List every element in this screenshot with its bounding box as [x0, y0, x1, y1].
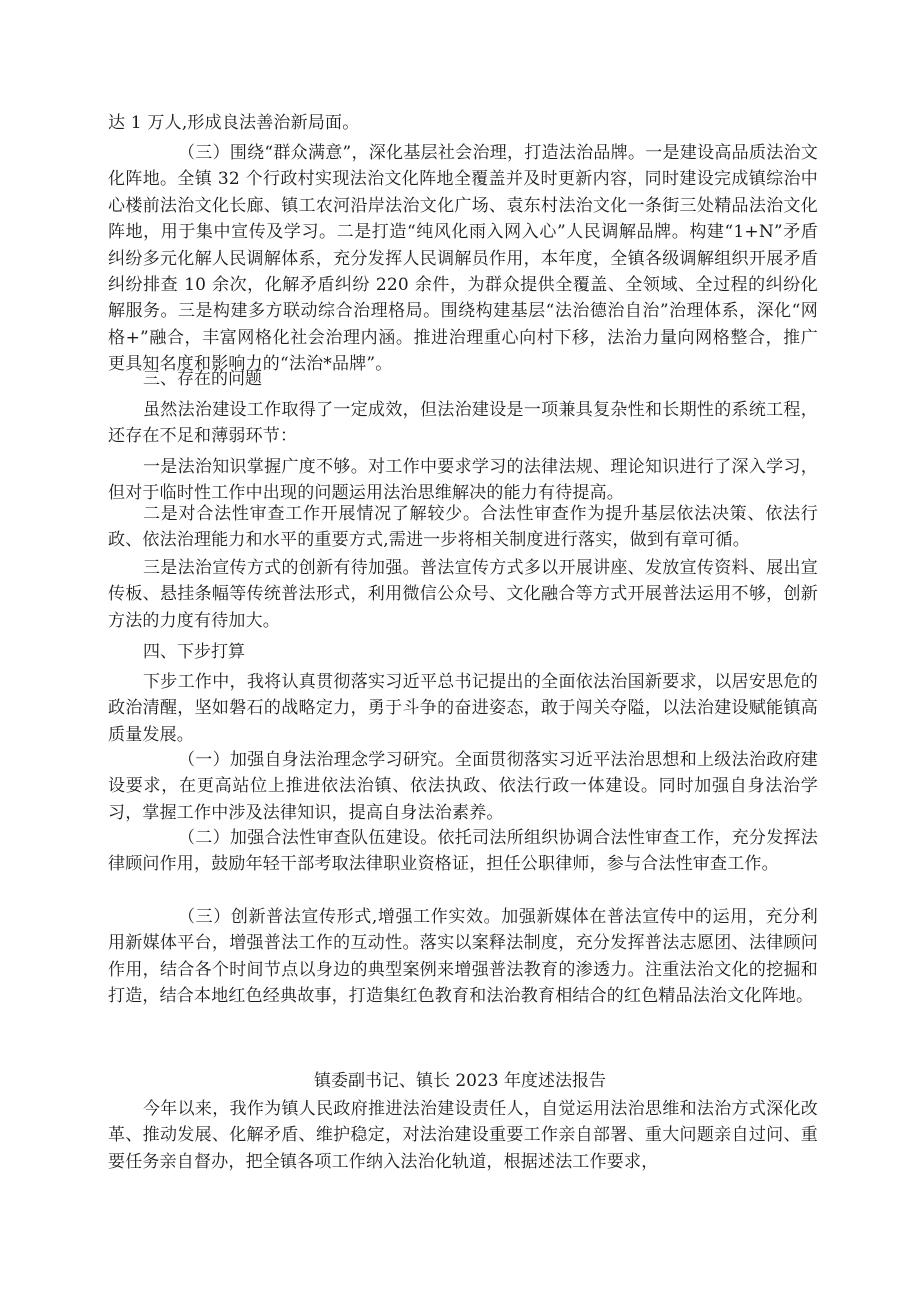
paragraph: 一是法治知识掌握广度不够。对工作中要求学习的法律法规、理论知识进行了深入学习，但对于临时性工作中出现的问题运用法治思维解决的能力有待提高。 [108, 457, 818, 504]
paragraph: （一）加强自身法治理念学习研究。全面贯彻落实习近平法治思想和上级法治政府建设要求，在更高站位上推进依法治镇、依法执政、依法行政一体建设。同时加强自身法治学习，掌握工作中涉及法律知识，提高自身法治素养。 [108, 750, 818, 823]
paragraph: 下步工作中，我将认真贯彻落实习近平总书记提出的全面依法治国新要求，以居安思危的政治清醒，坚如磐石的战略定力，勇于斗争的奋进姿态，敢于闯关夺隘，以法治建设赋能镇高质量发展。 [108, 672, 818, 745]
paragraph: 二是对合法性审查工作开展情况了解较少。合法性审查作为提升基层依法决策、依法行政、依法治理能力和水平的重要方式,需进一步将相关制度进行落实，做到有章可循。 [108, 504, 818, 551]
paragraph: 今年以来，我作为镇人民政府推进法治建设责任人，自觉运用法治思维和法治方式深化改革、推动发展、化解矛盾、维护稳定，对法治建设重要工作亲自部署、重大问题亲自过问、重要任务亲自督办，把全镇各项工作纳入法治化轨道，根据述法工作要求， [108, 1099, 818, 1172]
report-title: 镇委副书记、镇长 2023 年度述法报告 [313, 1071, 607, 1091]
section-heading: 四、下步打算 [143, 642, 245, 662]
paragraph: 虽然法治建设工作取得了一定成效，但法治建设是一项兼具复杂性和长期性的系统工程，还存在不足和薄弱环节： [108, 400, 818, 447]
section-heading: 三、存在的问题 [143, 369, 262, 389]
paragraph: （二）加强合法性审查队伍建设。依托司法所组织协调合法性审查工作，充分发挥法律顾问作用，鼓励年轻干部考取法律职业资格证，担任公职律师，参与合法性审查工作。 [108, 828, 818, 875]
paragraph: （三）围绕“群众满意”，深化基层社会治理，打造法治品牌。一是建设高品质法治文化阵地。全镇 32 个行政村实现法治文化阵地全覆盖并及时更新内容，同时建设完成镇综治中心楼前法治文化长廊、镇工农河沿岸法治文化广场、袁东村法治文化一条街三处精品法治文化阵地，用于集中宣传及学习。二是打造“纯风化雨入网入心”人民调解品牌。构建“1+N”矛盾纠纷多元化解人民调解体系，充分发挥人民调解员作用，本年度，全镇各级调解组织开展矛盾纠纷排查 10 余次，化解矛盾纠纷 220 余件，为群众提供全覆盖、全领域、全过程的纠纷化解服务。三是构建多方联动综合治理格局。围绕构建基层“法治德治自治”治理体系，深化“网格+”融合，丰富网格化社会治理内涵。推进治理重心向村下移，法治力量向网格整合，推广更具知名度和影响力的“法治*品牌”。 [108, 143, 818, 375]
paragraph: （三）创新普法宣传形式,增强工作实效。加强新媒体在普法宣传中的运用，充分利用新媒体平台，增强普法工作的互动性。落实以案释法制度，充分发挥普法志愿团、法律顾问作用，结合各个时间节点以身边的典型案例来增强普法教育的渗透力。注重法治文化的挖掘和打造，结合本地红色经典故事，打造集红色教育和法治教育相结合的红色精品法治文化阵地。 [108, 907, 818, 1007]
paragraph: 达 1 万人,形成良法善治新局面。 [108, 113, 360, 133]
paragraph: 三是法治宣传方式的创新有待加强。普法宣传方式多以开展讲座、发放宣传资料、展出宣传板、悬挂条幅等传统普法形式，利用微信公众号、文化融合等方式开展普法运用不够，创新方法的力度有待加大。 [108, 558, 818, 631]
